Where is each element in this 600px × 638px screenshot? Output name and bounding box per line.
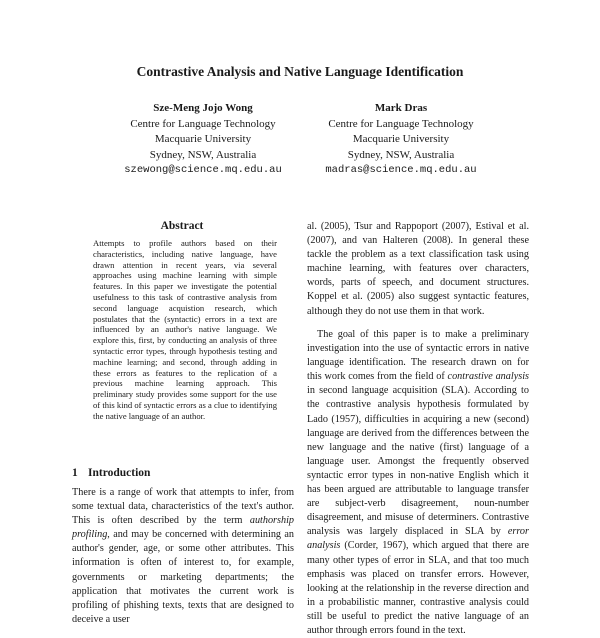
author-email[interactable]: szewong@science.mq.edu.au [124,164,282,176]
right-text-a: The goal of this paper is to make a preliminary investigation into the use of syntactic errors in native language identification. The research drawn on for this work comes from the field of [307,329,529,383]
right-paragraph-1: al. (2005), Tsur and Rappoport (2007), Estival et al. (2007), and van Halteren (2008). In general these tackle the problem as a text classification task using machine learning, with features over characters, words, parts of speech, and document structures. Koppel et al. (2005) also suggest syntactic features, although they do not use them in that work. [307,221,529,317]
section-number: 1 [72,467,78,479]
intro-text-b: , and may be concerned with determining an author's gender, age, or some other attributes. This information is often of interest to, for example, governments or marketing departments; the application that motivates the current work is profiling of phishing texts, texts that are designed to deceive a user [72,529,294,625]
right-text-b: in second language acquisition (SLA). According to the contrastive analysis hypothesis formulated by Lado (1957), difficulties in acquiring a new (second) language are derived from the differences between the new language and the native (first) language of a language user. Amongst the frequently observed syntactic error types in non-native English which it has been argued are attributable to language transfer are subject-verb disagreement, noun-number disagreement, and misuse of determiners. Contrastive analysis was largely displaced in SLA by [307,385,529,538]
author-affiliation: Centre for Language Technology [328,117,474,130]
section-heading [72,467,150,479]
right-text-c: (Corder, 1967), which argued that there are many other types of error in SLA, and that too much emphasis was placed on transfer errors. However, looking at the relationship in the reverse direction and in a probabilistic manner, contrastive analysis could still be useful to predict the native language of an author through errors found in the text. [307,540,529,636]
author-email[interactable]: madras@science.mq.edu.au [325,164,477,176]
author-university: Macquarie University [352,133,450,145]
section-title: Introduction [88,467,151,479]
author-name: Mark Dras [374,102,428,114]
author-block-1 [88,101,318,179]
abstract-heading: Abstract [160,220,204,232]
author-block-2 [286,101,516,179]
author-location: Sydney, NSW, Australia [347,148,455,161]
intro-term: authorship profiling [72,515,294,541]
intro-text-a: There is a range of work that attempts to infer, from some textual data, characteristics of the text's author. This is often described by the term [72,487,294,527]
author-university: Macquarie University [154,133,252,145]
author-location: Sydney, NSW, Australia [149,148,257,161]
term-contrastive-analysis: contrastive analysis [447,371,529,383]
right-paragraph-2 [307,328,529,638]
abstract-text: Attempts to profile authors based on their characteristics, including native language, have drawn attention in recent years, via several approaches using machine learning with simple features. In this paper we investigate the potential usefulness to this task of contrastive analysis from second language acquistion research, which postulates that the (syntactic) errors in a text are influenced by an author's native language. We explore this, first, by conducting an analysis of three syntactic error types, through hypothesis testing and machine learning; and second, through adding in these errors as features to the replication of a previous machine learning approach. This preliminary study provides some support for the use of this kind of syntactic errors as a clue to identifying the native language of an author. [93,238,277,421]
author-affiliation: Centre for Language Technology [130,117,276,130]
term-error-analysis: error analysis [307,526,529,552]
paper-title: Contrastive Analysis and Native Language Identification [136,64,464,79]
intro-paragraph [72,486,294,627]
author-name: Sze-Meng Jojo Wong [153,102,253,114]
